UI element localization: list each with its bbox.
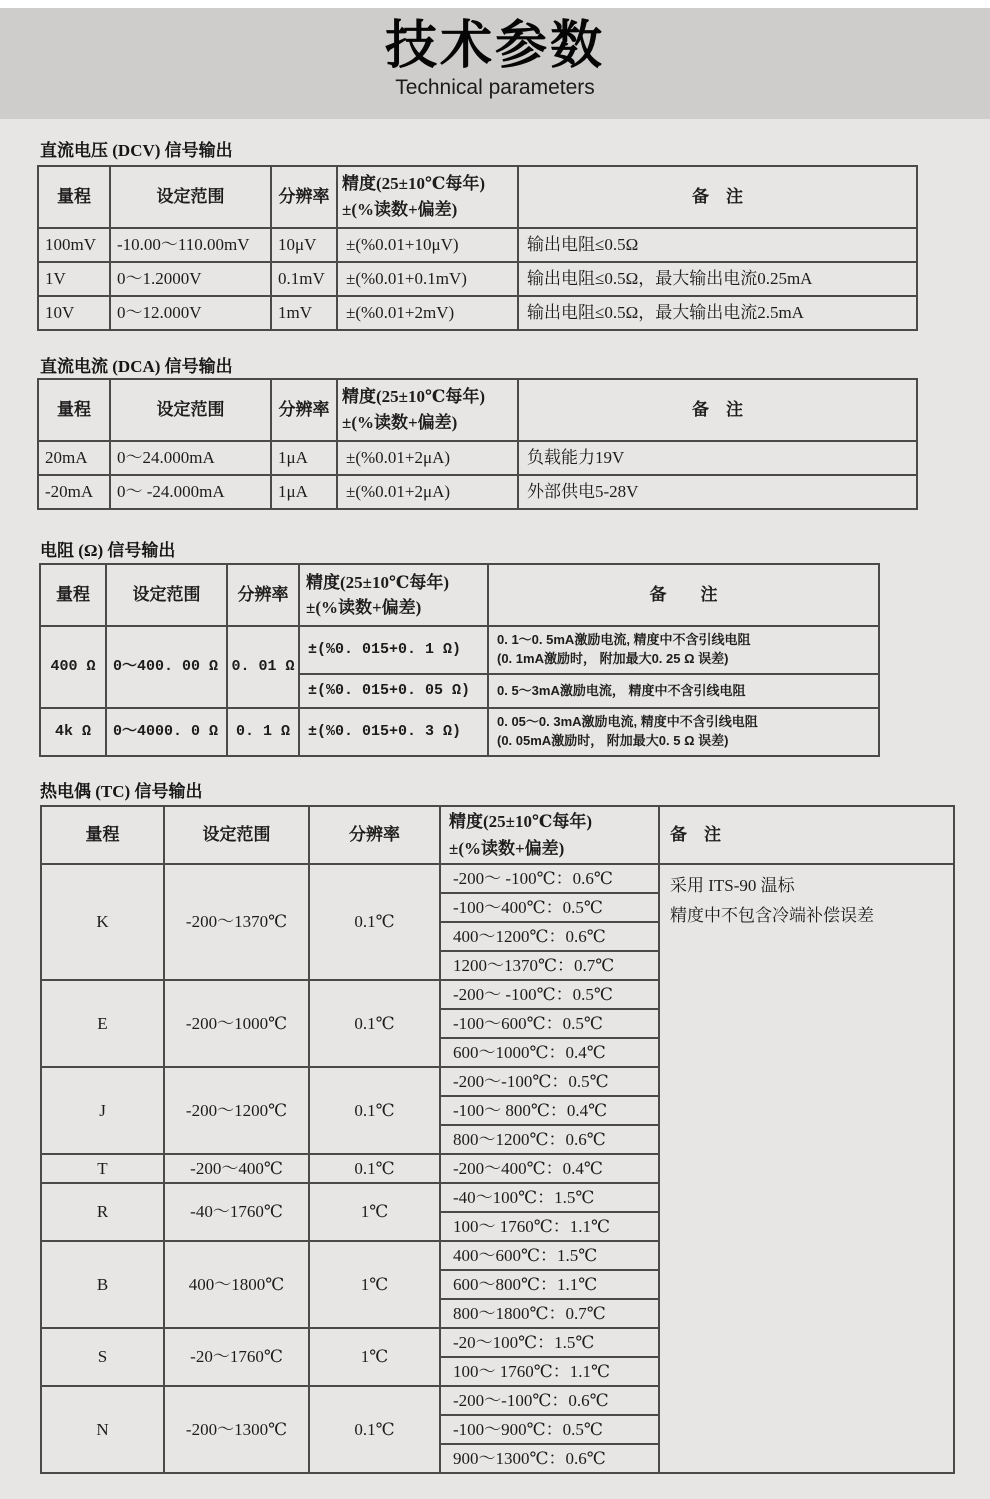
cell-accuracy: ±(%0.01+0.1mV) xyxy=(337,262,518,296)
dca-col-header-accuracy xyxy=(337,379,518,441)
tc-col-header-remark: 备 注 xyxy=(659,806,954,864)
dca-header-row xyxy=(38,379,917,441)
cell-accuracy: -200～-100℃：0.6℃ xyxy=(440,1386,659,1415)
cell-remark: 外部供电5-28V xyxy=(518,475,917,509)
dcv-col-header-resolution: 分辨率 xyxy=(271,166,337,228)
section-dca-title: 直流电流 (DCA) 信号输出 xyxy=(40,357,233,376)
dca-col-header-remark: 备 注 xyxy=(518,379,917,441)
remark-line: (0. 05mA激励时， 附加最大0. 5 Ω 误差) xyxy=(497,733,729,748)
cell-range: 20mA xyxy=(38,441,110,475)
cell-resolution: 1℃ xyxy=(309,1183,440,1241)
section-resistance-title: 电阻 (Ω) 信号输出 xyxy=(40,541,176,560)
dca-col-header-resolution: 分辨率 xyxy=(271,379,337,441)
res-accuracy-line2: ±(%读数+偏差) xyxy=(306,598,422,617)
cell-accuracy: 100～ 1760℃：1.1℃ xyxy=(440,1357,659,1386)
cell-resolution: 0.1℃ xyxy=(309,1067,440,1154)
dcv-accuracy-line1: 精度(25±10℃每年) xyxy=(342,173,486,193)
dcv-col-header-range: 量程 xyxy=(38,166,110,228)
title-band xyxy=(0,8,990,119)
tc-col-header-resolution: 分辨率 xyxy=(309,806,440,864)
cell-accuracy: ±(%0.01+2μA) xyxy=(337,475,518,509)
dca-table xyxy=(37,378,918,510)
table-row xyxy=(38,228,917,262)
page-title: 技术参数 xyxy=(384,17,605,75)
remark-line: 0. 05～0. 3mA激励电流, 精度中不含引线电阻 xyxy=(497,714,758,730)
res-col-header-accuracy xyxy=(299,564,488,626)
cell-range: 10V xyxy=(38,296,110,330)
dcv-header-row xyxy=(38,166,917,228)
cell-set-range: 0～ -24.000mA xyxy=(110,475,271,509)
cell-accuracy: -200～400℃：0.4℃ xyxy=(440,1154,659,1183)
cell-range: 100mV xyxy=(38,228,110,262)
table-row xyxy=(41,864,954,893)
cell-accuracy: 400～1200℃：0.6℃ xyxy=(440,922,659,951)
tc-header-row xyxy=(41,806,954,864)
cell-resolution: 0.1℃ xyxy=(309,980,440,1067)
cell-resolution: 1℃ xyxy=(309,1328,440,1386)
tc-table xyxy=(40,805,955,1474)
cell-accuracy: 400～600℃：1.5℃ xyxy=(440,1241,659,1270)
cell-resolution: 1μA xyxy=(271,441,337,475)
cell-resolution: 0.1℃ xyxy=(309,1386,440,1473)
cell-set-range: -200～1370℃ xyxy=(164,864,309,980)
tc-col-header-range: 量程 xyxy=(41,806,164,864)
dca-accuracy-line1: 精度(25±10℃每年) xyxy=(342,386,486,406)
res-header-row xyxy=(40,564,879,626)
cell-remark: 输出电阻≤0.5Ω，最大输出电流0.25mA xyxy=(518,262,917,296)
cell-accuracy: 1200～1370℃：0.7℃ xyxy=(440,951,659,980)
dcv-accuracy-line2: ±(%读数+偏差) xyxy=(342,200,458,219)
table-row xyxy=(40,626,879,674)
cell-accuracy: -20～100℃：1.5℃ xyxy=(440,1328,659,1357)
cell-accuracy: -200～ -100℃：0.5℃ xyxy=(440,980,659,1009)
cell-accuracy: ±(%0.01+2μA) xyxy=(337,441,518,475)
tc-accuracy-line2: ±(%读数+偏差) xyxy=(449,839,565,858)
table-row xyxy=(40,708,879,756)
cell-resolution: 0. 01 Ω xyxy=(227,626,299,708)
dca-accuracy-line2: ±(%读数+偏差) xyxy=(342,413,458,432)
cell-remark: 输出电阻≤0.5Ω，最大输出电流2.5mA xyxy=(518,296,917,330)
cell-set-range: 0～4000. 0 Ω xyxy=(106,708,227,756)
cell-set-range: -40～1760℃ xyxy=(164,1183,309,1241)
cell-accuracy: 900～1300℃：0.6℃ xyxy=(440,1444,659,1473)
cell-remark: 输出电阻≤0.5Ω xyxy=(518,228,917,262)
cell-accuracy: -100～400℃：0.5℃ xyxy=(440,893,659,922)
section-tc-title: 热电偶 (TC) 信号输出 xyxy=(40,782,203,801)
page-subtitle: Technical parameters xyxy=(395,76,595,100)
cell-tc-type: T xyxy=(41,1154,164,1183)
tc-accuracy-line1: 精度(25±10℃每年) xyxy=(449,811,593,831)
cell-set-range: 0～12.000V xyxy=(110,296,271,330)
tc-remark-cell xyxy=(659,864,954,1473)
dca-col-header-set: 设定范围 xyxy=(110,379,271,441)
cell-accuracy: -200～-100℃：0.5℃ xyxy=(440,1067,659,1096)
cell-resolution: 1mV xyxy=(271,296,337,330)
cell-set-range: -200～1300℃ xyxy=(164,1386,309,1473)
cell-accuracy: 800～1800℃：0.7℃ xyxy=(440,1299,659,1328)
table-row xyxy=(38,262,917,296)
dcv-col-header-accuracy xyxy=(337,166,518,228)
table-row xyxy=(38,475,917,509)
cell-resolution: 0.1℃ xyxy=(309,1154,440,1183)
cell-accuracy: 600～800℃：1.1℃ xyxy=(440,1270,659,1299)
cell-accuracy: 800～1200℃：0.6℃ xyxy=(440,1125,659,1154)
res-col-header-set: 设定范围 xyxy=(106,564,227,626)
tc-col-header-set: 设定范围 xyxy=(164,806,309,864)
cell-accuracy: -40～100℃：1.5℃ xyxy=(440,1183,659,1212)
cell-tc-type: J xyxy=(41,1067,164,1154)
cell-accuracy: -100～600℃：0.5℃ xyxy=(440,1009,659,1038)
cell-resolution: 1μA xyxy=(271,475,337,509)
table-row xyxy=(38,296,917,330)
cell-tc-type: K xyxy=(41,864,164,980)
cell-accuracy: 600～1000℃：0.4℃ xyxy=(440,1038,659,1067)
cell-accuracy: ±(%0. 015+0. 3 Ω) xyxy=(299,708,488,756)
cell-resolution: 0. 1 Ω xyxy=(227,708,299,756)
cell-range: -20mA xyxy=(38,475,110,509)
dcv-col-header-set: 设定范围 xyxy=(110,166,271,228)
cell-accuracy: -200～ -100℃：0.6℃ xyxy=(440,864,659,893)
cell-set-range: 0～1.2000V xyxy=(110,262,271,296)
cell-remark: 0. 5～3mA激励电流， 精度中不含引线电阻 xyxy=(488,674,879,708)
remark-line: 精度中不包含冷端补偿误差 xyxy=(670,905,874,925)
cell-remark xyxy=(488,626,879,674)
cell-set-range: 0～400. 00 Ω xyxy=(106,626,227,708)
cell-set-range: 0～24.000mA xyxy=(110,441,271,475)
cell-set-range: -200～400℃ xyxy=(164,1154,309,1183)
cell-accuracy: -100～ 800℃：0.4℃ xyxy=(440,1096,659,1125)
cell-accuracy: -100～900℃：0.5℃ xyxy=(440,1415,659,1444)
cell-accuracy: ±(%0. 015+0. 1 Ω) xyxy=(299,626,488,674)
resistance-table xyxy=(39,563,880,757)
cell-accuracy: 100～ 1760℃：1.1℃ xyxy=(440,1212,659,1241)
tc-col-header-accuracy xyxy=(440,806,659,864)
cell-set-range: -200～1200℃ xyxy=(164,1067,309,1154)
res-col-header-remark: 备 注 xyxy=(488,564,879,626)
res-col-header-resolution: 分辨率 xyxy=(227,564,299,626)
cell-resolution: 1℃ xyxy=(309,1241,440,1328)
top-white-strip xyxy=(0,0,990,8)
cell-remark xyxy=(488,708,879,756)
cell-tc-type: N xyxy=(41,1386,164,1473)
cell-tc-type: S xyxy=(41,1328,164,1386)
res-accuracy-line1: 精度(25±10℃每年) xyxy=(306,572,450,592)
cell-tc-type: R xyxy=(41,1183,164,1241)
table-row xyxy=(38,441,917,475)
res-col-header-range: 量程 xyxy=(40,564,106,626)
cell-range: 400 Ω xyxy=(40,626,106,708)
remark-line: (0. 1mA激励时， 附加最大0. 25 Ω 误差) xyxy=(497,651,729,666)
section-dcv-title: 直流电压 (DCV) 信号输出 xyxy=(40,141,233,160)
cell-accuracy: ±(%0.01+2mV) xyxy=(337,296,518,330)
dcv-col-header-remark: 备 注 xyxy=(518,166,917,228)
cell-set-range: 400～1800℃ xyxy=(164,1241,309,1328)
cell-resolution: 0.1mV xyxy=(271,262,337,296)
cell-tc-type: B xyxy=(41,1241,164,1328)
cell-range: 4k Ω xyxy=(40,708,106,756)
cell-resolution: 0.1℃ xyxy=(309,864,440,980)
cell-set-range: -20～1760℃ xyxy=(164,1328,309,1386)
cell-tc-type: E xyxy=(41,980,164,1067)
cell-set-range: -10.00～110.00mV xyxy=(110,228,271,262)
cell-resolution: 10μV xyxy=(271,228,337,262)
remark-line: 0. 1～0. 5mA激励电流, 精度中不含引线电阻 xyxy=(497,632,751,648)
cell-accuracy: ±(%0.01+10μV) xyxy=(337,228,518,262)
cell-set-range: -200～1000℃ xyxy=(164,980,309,1067)
dcv-table xyxy=(37,165,918,331)
dca-col-header-range: 量程 xyxy=(38,379,110,441)
cell-range: 1V xyxy=(38,262,110,296)
cell-remark: 负载能力19V xyxy=(518,441,917,475)
remark-line: 采用 ITS-90 温标 xyxy=(670,876,795,895)
cell-accuracy: ±(%0. 015+0. 05 Ω) xyxy=(299,674,488,708)
